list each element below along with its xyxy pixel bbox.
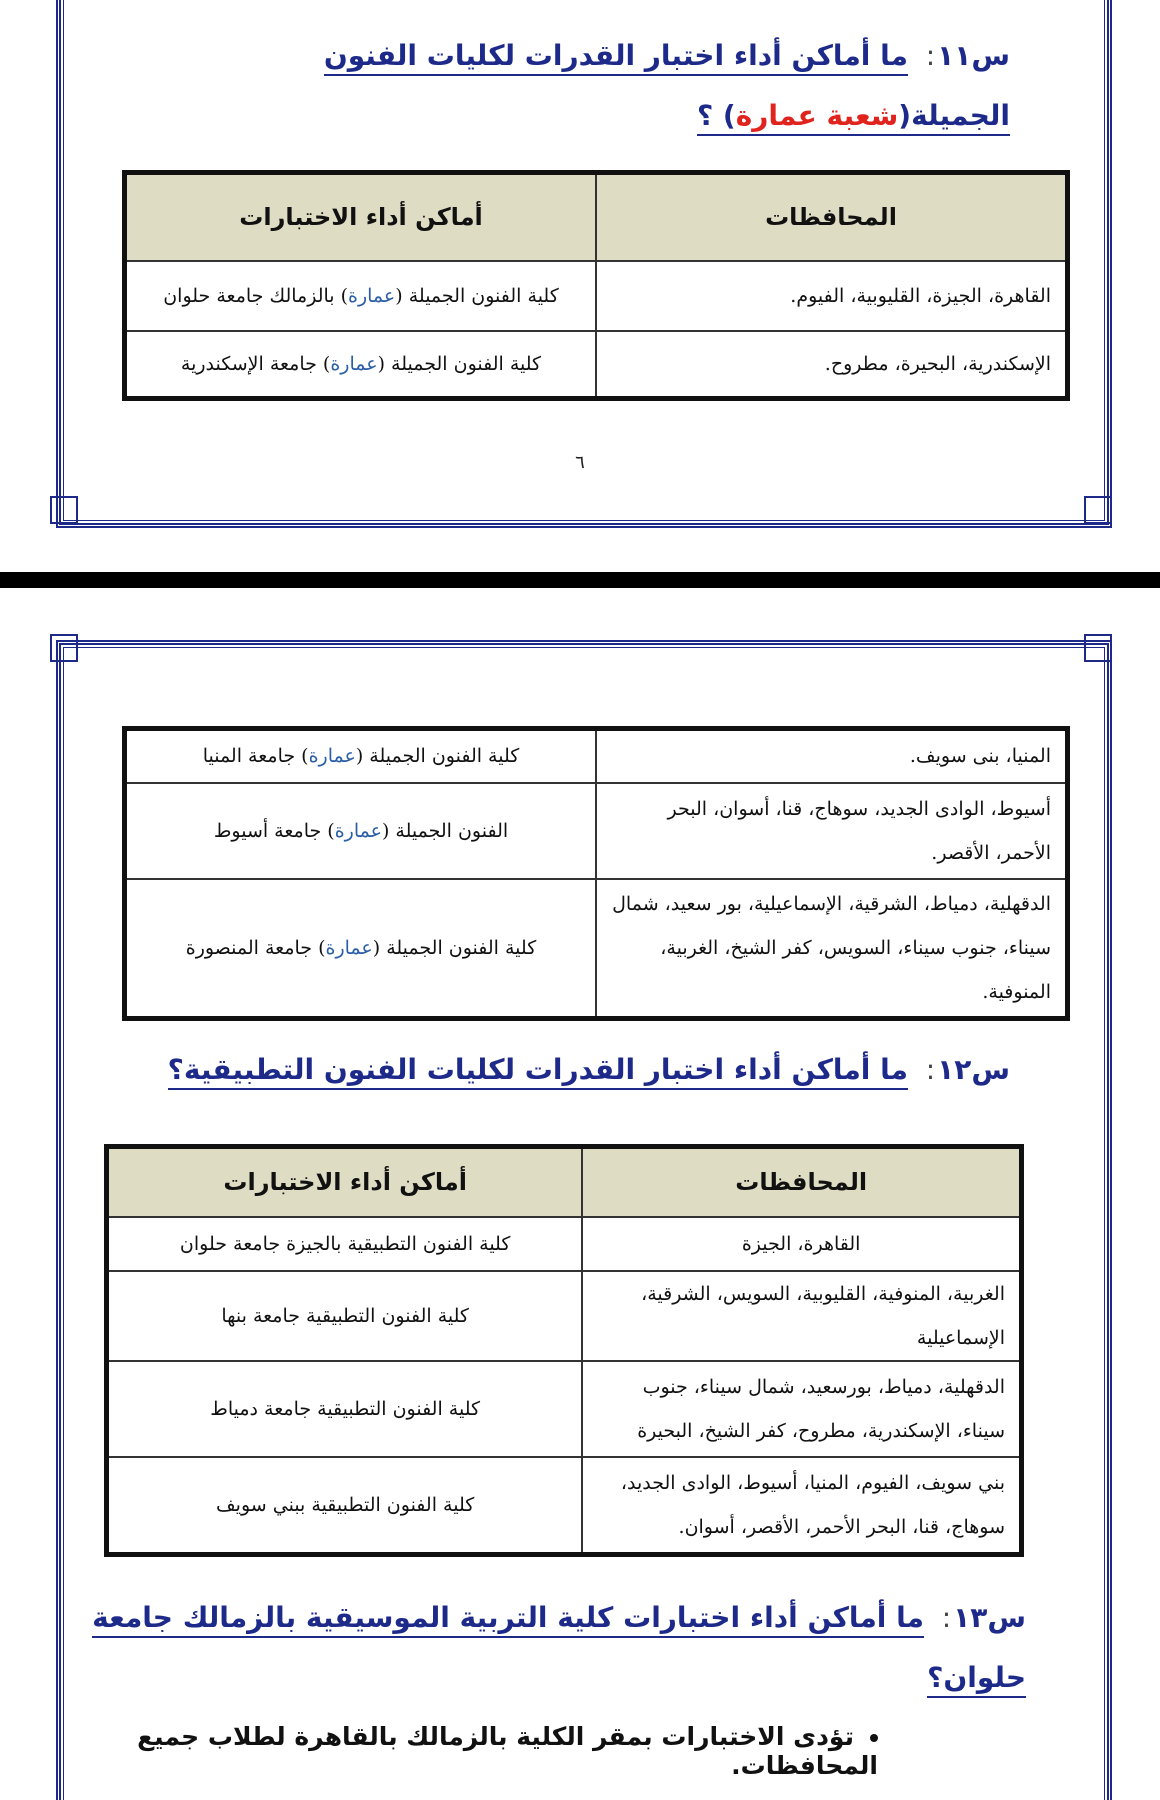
table-fine-arts-continued xyxy=(122,726,1070,1021)
table-row: بني سويف، الفيوم، المنيا، أسيوط، الوادى الجديد، سوهاج، قنا، البحر الأحمر، الأقصر، أسوان. كلية الفنون التطبيقية ببني سويف xyxy=(107,1457,1022,1555)
border-corner xyxy=(50,634,78,662)
table-row: القاهرة، الجيزة كلية الفنون التطبيقية بالجيزة جامعة حلوان xyxy=(107,1217,1022,1271)
page-1 xyxy=(0,0,1160,572)
table-row: الدقهلية، دمياط، بورسعيد، شمال سيناء، جنوب سيناء، الإسكندرية، مطروح، كفر الشيخ، البحيرة كلية الفنون التطبيقية جامعة دمياط xyxy=(107,1361,1022,1457)
table-row: الإسكندرية، البحيرة، مطروح. كلية الفنون الجميلة (عمارة) جامعة الإسكندرية xyxy=(125,331,1068,399)
header-test-places: أماكن أداء الاختبارات xyxy=(107,1147,583,1217)
table-row: القاهرة، الجيزة، القليوبية، الفيوم. كلية الفنون الجميلة (عمارة) بالزمالك جامعة حلوان xyxy=(125,261,1068,331)
question-number: س١٣ xyxy=(953,1601,1026,1634)
table-row: أسيوط، الوادى الجديد، سوهاج، قنا، أسوان، البحر الأحمر، الأقصر. الفنون الجميلة (عمارة) جامعة أسيوط xyxy=(125,783,1068,879)
border-corner xyxy=(50,496,78,524)
question-text: ما أماكن أداء اختبار القدرات لكليات الفنون الجميلة( xyxy=(323,39,1010,132)
table-row: الدقهلية، دمياط، الشرقية، الإسماعيلية، بور سعيد، شمال سيناء، جنوب سيناء، السويس، كفر الشيخ، الغربية، المنوفية. كلية الفنون الجميلة (عمارة) جامعة المنصورة xyxy=(125,879,1068,1019)
question-number: س١٢ xyxy=(937,1053,1010,1086)
table-row: الغربية، المنوفية، القليوبية، السويس، الشرقية، الإسماعيلية كلية الفنون التطبيقية جامعة بنها xyxy=(107,1271,1022,1361)
border-corner xyxy=(1084,496,1112,524)
page-2 xyxy=(0,588,1160,1800)
table-applied-arts xyxy=(104,1144,1024,1557)
table-fine-arts-architecture xyxy=(122,170,1070,401)
question-number: س١١ xyxy=(937,39,1010,72)
question-12: س١٢: ما أماكن أداء اختبار القدرات لكليات الفنون التطبيقية؟ xyxy=(140,1040,1010,1100)
table-row: المنيا، بنى سويف. كلية الفنون الجميلة (عمارة) جامعة المنيا xyxy=(125,729,1068,783)
header-governorates: المحافظات xyxy=(582,1147,1021,1217)
page-number: ٦ xyxy=(575,452,585,473)
answer-13: تؤدى الاختبارات بمقر الكلية بالزمالك بالقاهرة لطلاب جميع المحافظات. xyxy=(137,1722,878,1780)
question-text: ما أماكن أداء اختبارات كلية التربية الموسيقية بالزمالك جامعة حلوان؟ xyxy=(92,1601,1026,1698)
bullet-icon xyxy=(870,1734,878,1742)
question-13: س١٣: ما أماكن أداء اختبارات كلية التربية الموسيقية بالزمالك جامعة حلوان؟ xyxy=(76,1588,1026,1708)
header-governorates: المحافظات xyxy=(596,173,1068,261)
question-11: س١١: ما أماكن أداء اختبار القدرات لكليات الفنون الجميلة(شعبة عمارة) ؟ xyxy=(140,26,1010,146)
question-text: ما أماكن أداء اختبار القدرات لكليات الفنون التطبيقية؟ xyxy=(168,1053,908,1090)
header-test-places: أماكن أداء الاختبارات xyxy=(125,173,597,261)
question-highlight: شعبة عمارة xyxy=(735,99,899,132)
border-corner xyxy=(1084,634,1112,662)
